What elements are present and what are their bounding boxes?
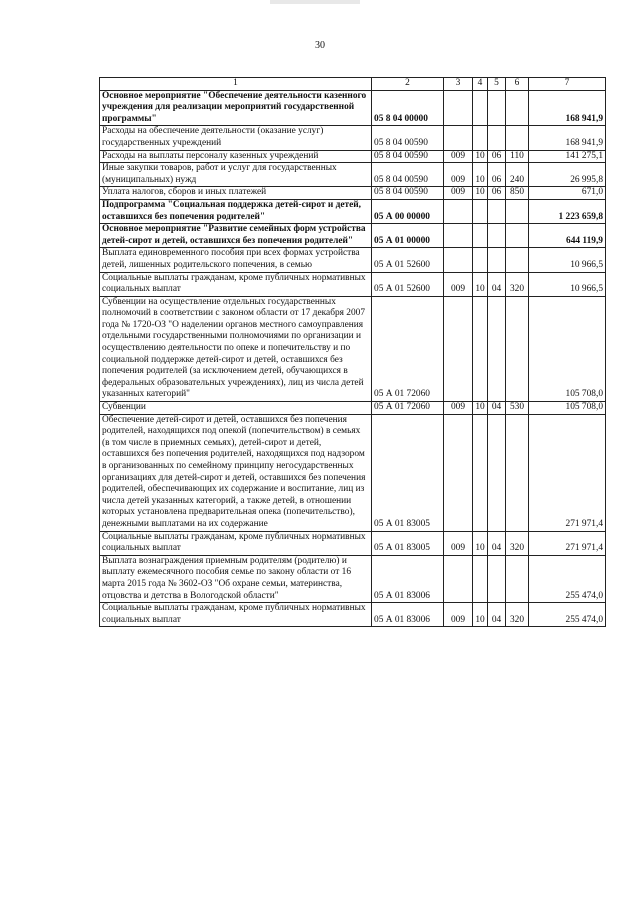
row-section-cell: 10 [473,603,488,627]
row-admin-cell: 009 [444,272,473,296]
row-admin-cell [444,296,473,401]
row-type-cell [506,296,529,401]
row-code-cell: 05 А 01 52600 [372,272,444,296]
row-subsection-cell: 04 [488,402,506,415]
row-admin-cell: 009 [444,402,473,415]
row-amount-cell: 255 474,0 [529,603,606,627]
row-code-cell: 05 8 04 00590 [372,150,444,163]
table-row [100,187,606,200]
row-section-cell: 10 [473,150,488,163]
row-amount-cell: 271 971,4 [529,414,606,531]
row-subsection-cell [488,224,506,248]
table-row [100,199,606,223]
row-amount-cell: 271 971,4 [529,531,606,555]
row-name-cell: Основное мероприятие "Развитие семейных форм устройства детей-сирот и детей, оставшихся без попечения родителей" [100,224,372,248]
table-row [100,296,606,401]
row-section-cell [473,126,488,150]
table-row [100,555,606,602]
row-name-cell: Субвенции на осуществление отдельных государственных полномочий в соответствии с законом области от 17 декабря 2007 года № 1720-ОЗ "О наделении органов местного самоуправления отдельными государственными полномочиями по организации и осуществлению деятельности по опеке и попечительству и по социальной поддержке детей-сирот и детей, оставшихся без попечения родителей (за исключением детей, обучающихся в федеральных образовательных учреждениях), лиц из числа детей указанных категорий" [100,296,372,401]
row-admin-cell: 009 [444,603,473,627]
row-subsection-cell [488,296,506,401]
row-amount-cell: 1 223 659,8 [529,199,606,223]
header-cell: 6 [506,78,529,91]
row-section-cell [473,248,488,272]
row-subsection-cell [488,199,506,223]
row-admin-cell [444,555,473,602]
row-amount-cell: 10 966,5 [529,272,606,296]
table-row [100,126,606,150]
table-row [100,248,606,272]
header-cell: 5 [488,78,506,91]
row-name-cell: Субвенции [100,402,372,415]
row-name-cell: Социальные выплаты гражданам, кроме публичных нормативных социальных выплат [100,603,372,627]
row-subsection-cell: 04 [488,531,506,555]
row-subsection-cell: 06 [488,187,506,200]
row-code-cell: 05 А 01 00000 [372,224,444,248]
row-name-cell: Расходы на обеспечение деятельности (оказание услуг) государственных учреждений [100,126,372,150]
row-section-cell [473,296,488,401]
row-name-cell: Выплата единовременного пособия при всех формах устройства детей, лишенных родительского попечения, в семью [100,248,372,272]
row-code-cell: 05 А 00 00000 [372,199,444,223]
row-code-cell: 05 8 04 00590 [372,187,444,200]
row-admin-cell [444,199,473,223]
row-type-cell: 530 [506,402,529,415]
row-amount-cell: 141 275,1 [529,150,606,163]
row-amount-cell: 105 708,0 [529,296,606,401]
row-name-cell: Обеспечение детей-сирот и детей, оставшихся без попечения родителей, находящихся под опекой (попечительством) в семьях (в том числе в приемных семьях), детей-сирот и детей, оставшихся без попечения родителей, находящихся под надзором в организованных по семейному принципу негосударственных организациях для детей-сирот и детей, оставшихся без попечения родителей, обеспечивающих их содержание и воспитание, лиц из числа детей указанных категорий, а также детей, в отношении которых установлена предварительная опека (попечительство), денежными выплатами на их содержание [100,414,372,531]
row-type-cell: 320 [506,603,529,627]
row-subsection-cell [488,414,506,531]
row-type-cell [506,199,529,223]
row-amount-cell: 644 119,9 [529,224,606,248]
row-name-cell: Социальные выплаты гражданам, кроме публичных нормативных социальных выплат [100,531,372,555]
row-subsection-cell: 04 [488,272,506,296]
row-type-cell [506,248,529,272]
row-section-cell: 10 [473,163,488,187]
table-row [100,414,606,531]
row-admin-cell: 009 [444,187,473,200]
row-section-cell: 10 [473,531,488,555]
header-cell: 2 [372,78,444,91]
row-name-cell: Социальные выплаты гражданам, кроме публичных нормативных социальных выплат [100,272,372,296]
row-type-cell: 110 [506,150,529,163]
row-type-cell [506,90,529,126]
row-amount-cell: 168 941,9 [529,90,606,126]
scan-artifact [270,0,360,4]
row-code-cell: 05 А 01 72060 [372,402,444,415]
row-section-cell [473,90,488,126]
row-type-cell: 320 [506,272,529,296]
row-section-cell: 10 [473,272,488,296]
row-section-cell [473,414,488,531]
row-admin-cell: 009 [444,163,473,187]
row-subsection-cell: 04 [488,603,506,627]
row-type-cell [506,126,529,150]
row-amount-cell: 168 941,9 [529,126,606,150]
row-type-cell [506,224,529,248]
page-number: 30 [315,40,325,51]
row-subsection-cell [488,248,506,272]
row-amount-cell: 255 474,0 [529,555,606,602]
row-section-cell [473,199,488,223]
row-code-cell: 05 А 01 52600 [372,248,444,272]
row-code-cell: 05 8 04 00590 [372,163,444,187]
row-type-cell: 850 [506,187,529,200]
row-amount-cell: 105 708,0 [529,402,606,415]
table-body [100,90,606,627]
table-row [100,272,606,296]
row-subsection-cell [488,126,506,150]
row-subsection-cell [488,90,506,126]
row-amount-cell: 26 995,8 [529,163,606,187]
row-amount-cell: 671,0 [529,187,606,200]
row-section-cell [473,224,488,248]
header-cell: 4 [473,78,488,91]
header-cell: 1 [100,78,372,91]
budget-table [99,77,606,627]
row-code-cell: 05 А 01 83006 [372,555,444,602]
row-subsection-cell: 06 [488,163,506,187]
row-name-cell: Уплата налогов, сборов и иных платежей [100,187,372,200]
row-section-cell: 10 [473,187,488,200]
table-row [100,224,606,248]
table-row [100,90,606,126]
row-section-cell [473,555,488,602]
row-type-cell: 320 [506,531,529,555]
row-type-cell [506,414,529,531]
row-name-cell: Подпрограмма "Социальная поддержка детей-сирот и детей, оставшихся без попечения родителей" [100,199,372,223]
row-code-cell: 05 8 04 00000 [372,90,444,126]
table-row [100,402,606,415]
row-section-cell: 10 [473,402,488,415]
row-name-cell: Выплата вознаграждения приемным родителям (родителю) и выплату ежемесячного пособия семье по закону области от 16 марта 2015 года № 3602-ОЗ "Об охране семьи, материнства, отцовства и детства в Вологодской области" [100,555,372,602]
header-row [100,78,606,91]
header-cell: 7 [529,78,606,91]
row-subsection-cell: 06 [488,150,506,163]
row-admin-cell [444,224,473,248]
row-subsection-cell [488,555,506,602]
table-row [100,531,606,555]
row-admin-cell: 009 [444,150,473,163]
row-code-cell: 05 А 01 83006 [372,603,444,627]
table-row [100,163,606,187]
row-admin-cell: 009 [444,531,473,555]
row-code-cell: 05 А 01 72060 [372,296,444,401]
row-type-cell [506,555,529,602]
row-type-cell: 240 [506,163,529,187]
table-row [100,150,606,163]
row-code-cell: 05 8 04 00590 [372,126,444,150]
row-name-cell: Иные закупки товаров, работ и услуг для государственных (муниципальных) нужд [100,163,372,187]
row-name-cell: Основное мероприятие "Обеспечение деятельности казенного учреждения для реализации мероприятий государственной программы" [100,90,372,126]
row-amount-cell: 10 966,5 [529,248,606,272]
row-admin-cell [444,126,473,150]
header-cell: 3 [444,78,473,91]
row-admin-cell [444,248,473,272]
row-code-cell: 05 А 01 83005 [372,531,444,555]
table-row [100,603,606,627]
row-name-cell: Расходы на выплаты персоналу казенных учреждений [100,150,372,163]
row-code-cell: 05 А 01 83005 [372,414,444,531]
row-admin-cell [444,90,473,126]
row-admin-cell [444,414,473,531]
